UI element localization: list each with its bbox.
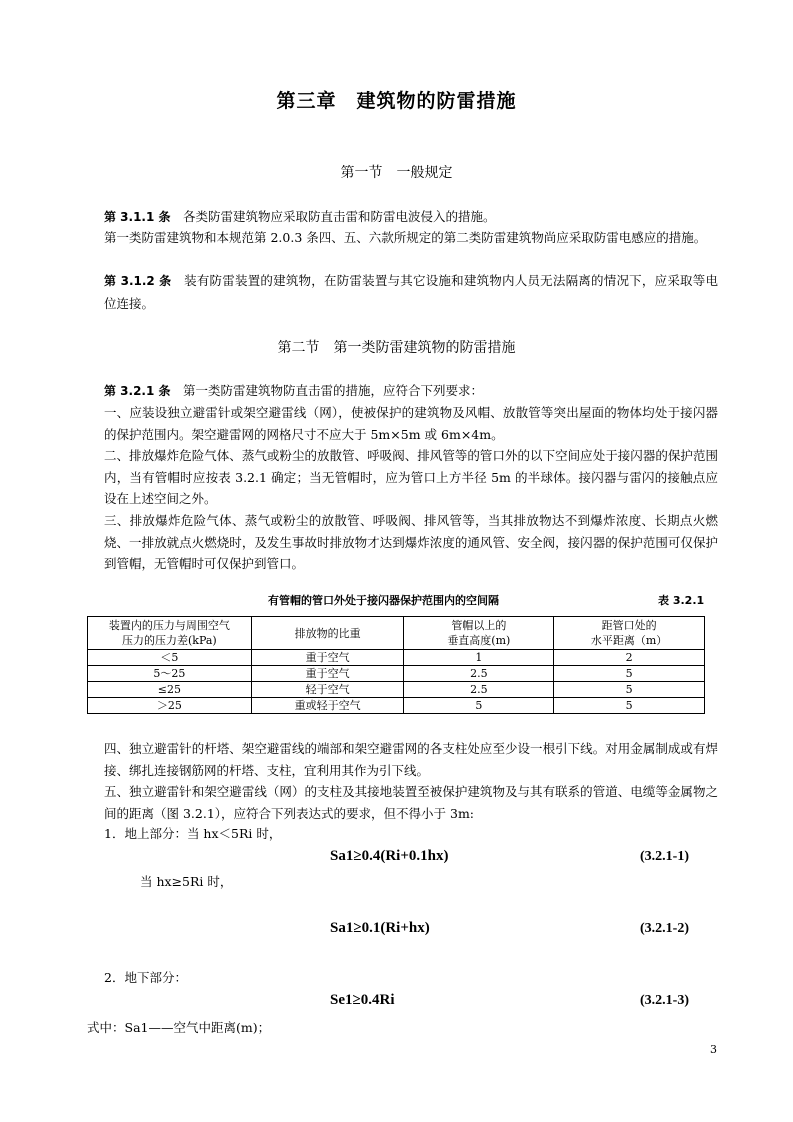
equation-number-3: (3.2.1-3) bbox=[640, 993, 689, 1008]
clause-3-1-2 bbox=[104, 270, 718, 314]
clause-3-1-1-lead: 第 3.1.1 条 bbox=[104, 210, 171, 224]
table-cell: 重或轻于空气 bbox=[251, 698, 404, 714]
item-2: 二、排放爆炸危险气体、蒸气或粉尘的放散管、呼吸阀、排风管等的管口外的以下空间应处于接闪器的保护范围内，当有管帽时应按表 3.2.1 确定；当无管帽时，应为管口上方半径 5m 的半球体。接闪器与雷闪的接触点应设在上述空间之外。 bbox=[104, 448, 718, 506]
equation-number-1: (3.2.1-1) bbox=[640, 849, 689, 864]
formula-3-2-1-1: Sa1≥0.4(Ri+0.1hx) bbox=[330, 848, 449, 864]
table-3-2-1 bbox=[87, 616, 705, 714]
table-cell: 5～25 bbox=[88, 666, 252, 682]
table-cell: 5 bbox=[554, 682, 705, 698]
table-cell: 2 bbox=[554, 650, 705, 666]
table-header-cell: 装置内的压力与周围空气 压力的压力差(kPa) bbox=[88, 617, 252, 650]
table-caption: 有管帽的管口外处于接闪器保护范围内的空间隔 bbox=[268, 594, 499, 607]
condition-label: 当 hx≥5Ri 时， bbox=[140, 874, 233, 889]
table-header-cell: 距管口处的 水平距离（m） bbox=[554, 617, 705, 650]
table-header-cell: 管帽以上的 垂直高度(m) bbox=[404, 617, 554, 650]
where-label: 式中：Sa1——空气中距离(m)； bbox=[87, 1020, 271, 1035]
table-cell: 轻于空气 bbox=[251, 682, 404, 698]
table-cell: 5 bbox=[554, 698, 705, 714]
table-row bbox=[88, 650, 705, 666]
section-1-title: 第一节 一般规定 bbox=[340, 165, 453, 181]
item-1: 一、应装设独立避雷针或架空避雷线（网），使被保护的建筑物及风帽、放散管等突出屋面的物体均处于接闪器的保护范围内。架空避雷网的网格尺寸不应大于 5m×5m 或 6m×4m。 bbox=[104, 405, 718, 442]
clause-3-2-1-text: 第一类防雷建筑物防直击雷的措施，应符合下列要求： bbox=[183, 383, 484, 398]
item-5: 五、独立避雷针和架空避雷线（网）的支柱及其接地装置至被保护建筑物及与其有联系的管道、电缆等金属物之间的距离（图 3.2.1），应符合下列表达式的要求，但不得小于 3m: bbox=[104, 784, 718, 821]
item-4: 四、独立避雷针的杆塔、架空避雷线的端部和架空避雷网的各支柱处应至少设一根引下线。对用金属制成或有焊接、绑扎连接钢筋网的杆塔、支柱，宜利用其作为引下线。 bbox=[104, 741, 718, 778]
item-3: 三、排放爆炸危险气体、蒸气或粉尘的放散管、呼吸阀、排风管等，当其排放物达不到爆炸浓度、长期点火燃烧、一排放就点火燃烧时，及发生事故时排放物才达到爆炸浓度的通风管、安全阀，接闪器的保护范围可仅保护到管帽，无管帽时可仅保护到管口。 bbox=[104, 513, 718, 571]
table-cell: 2.5 bbox=[404, 682, 554, 698]
clause-3-2-1-lead: 第 3.2.1 条 bbox=[104, 384, 171, 398]
equation-number-2: (3.2.1-2) bbox=[640, 921, 689, 936]
table-header-cell: 排放物的比重 bbox=[251, 617, 404, 650]
table-cell: ≤25 bbox=[88, 682, 252, 698]
above-ground-label: 1．地上部分：当 hx＜5Ri 时， bbox=[104, 826, 282, 841]
clause-3-1-2-lead: 第 3.1.2 条 bbox=[104, 274, 172, 288]
table-cell: 5 bbox=[554, 666, 705, 682]
below-ground-label: 2．地下部分： bbox=[104, 970, 187, 985]
table-row bbox=[88, 682, 705, 698]
table-cell: 2.5 bbox=[404, 666, 554, 682]
formula-3-2-1-3: Se1≥0.4Ri bbox=[330, 992, 395, 1008]
table-cell: ＜5 bbox=[88, 650, 252, 666]
table-header-row bbox=[88, 617, 705, 650]
table-label: 表 3.2.1 bbox=[658, 594, 705, 607]
clause-3-1-2-text: 装有防雷装置的建筑物，在防雷装置与其它设施和建筑物内人员无法隔离的情况下，应采取等电位连接。 bbox=[104, 273, 718, 311]
chapter-title: 第三章 建筑物的防雷措施 bbox=[276, 90, 517, 112]
clause-3-1-1 bbox=[104, 206, 718, 229]
table-cell: ＞25 bbox=[88, 698, 252, 714]
clause-3-2-1 bbox=[104, 380, 718, 403]
formula-3-2-1-2: Sa1≥0.1(Ri+hx) bbox=[330, 920, 430, 936]
table-row bbox=[88, 666, 705, 682]
table-row bbox=[88, 698, 705, 714]
page-number: 3 bbox=[710, 1043, 717, 1056]
table-cell: 1 bbox=[404, 650, 554, 666]
clause-3-1-1-text: 各类防雷建筑物应采取防直击雷和防雷电波侵入的措施。 bbox=[183, 209, 496, 224]
table-cell: 5 bbox=[404, 698, 554, 714]
clause-3-1-1-b: 第一类防雷建筑物和本规范第 2.0.3 条四、五、六款所规定的第二类防雷建筑物尚应采取防雷电感应的措施。 bbox=[104, 230, 707, 245]
table-cell: 重于空气 bbox=[251, 650, 404, 666]
section-2-title: 第二节 第一类防雷建筑物的防雷措施 bbox=[277, 340, 516, 356]
table-cell: 重于空气 bbox=[251, 666, 404, 682]
